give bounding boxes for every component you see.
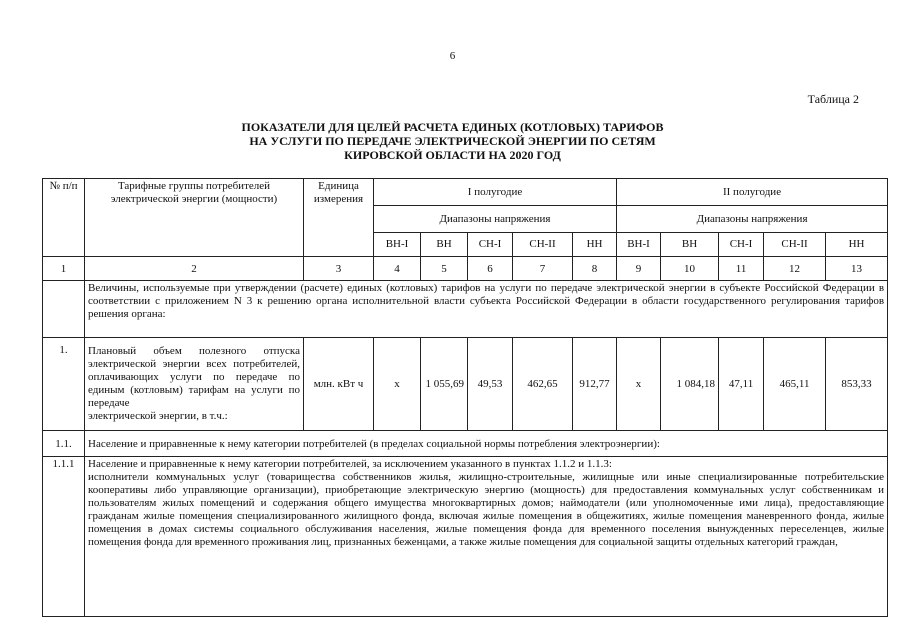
column-number: 4 bbox=[374, 257, 421, 281]
header-num: № п/п bbox=[43, 179, 85, 257]
header-voltage: СН-I bbox=[468, 233, 513, 257]
column-number: 5 bbox=[421, 257, 468, 281]
title-line-2: НА УСЛУГИ ПО ПЕРЕДАЧЕ ЭЛЕКТРИЧЕСКОЙ ЭНЕРГИИ ПО СЕТЯМ bbox=[249, 134, 656, 148]
header-unit bbox=[304, 179, 374, 257]
row-1-label-line: по передаче по единым (котловым) bbox=[88, 371, 300, 396]
row-1-value: 49,53 bbox=[468, 338, 513, 431]
tariff-table bbox=[42, 178, 888, 617]
header-unit-line-1: Единица bbox=[318, 180, 359, 192]
row-1-value: х bbox=[374, 338, 421, 431]
column-number: 10 bbox=[661, 257, 719, 281]
row-1-label-line: тарифам на услуги по передаче bbox=[88, 384, 301, 409]
row-1-1-text: Население и приравненные к нему категории потребителей (в пределах социальной нормы потребления электроэнергии): bbox=[85, 431, 888, 457]
header-voltage: СН-I bbox=[719, 233, 764, 257]
column-number: 9 bbox=[617, 257, 661, 281]
header-voltage: СН-II bbox=[764, 233, 826, 257]
column-number: 3 bbox=[304, 257, 374, 281]
row-1-value: 1 084,18 bbox=[661, 338, 719, 431]
header-voltage-ranges-1: Диапазоны напряжения bbox=[374, 206, 617, 233]
header-voltage-ranges-2: Диапазоны напряжения bbox=[617, 206, 888, 233]
row-1-value: 47,11 bbox=[719, 338, 764, 431]
row-1-label-line: Плановый объем полезного отпуска bbox=[88, 345, 300, 357]
header-voltage: ВН-I bbox=[617, 233, 661, 257]
row-1-value: 465,11 bbox=[764, 338, 826, 431]
row-1-unit: млн. кВт ч bbox=[304, 338, 374, 431]
header-voltage: ВН-I bbox=[374, 233, 421, 257]
title-line-1: ПОКАЗАТЕЛИ ДЛЯ ЦЕЛЕЙ РАСЧЕТА ЕДИНЫХ (КОТЛОВЫХ) ТАРИФОВ bbox=[241, 120, 664, 134]
intro-text: Величины, используемые при утверждении (расчете) единых (котловых) тарифов на услуги по передаче электрической энергии в субъекте Российской Федерации в соответствии с приложением N 3 к решению органа исполнительной власти субъекта Российской Федерации в области государственного регулирования тарифов решения органа: bbox=[85, 281, 888, 338]
header-first-half: I полугодие bbox=[374, 179, 617, 206]
header-consumer-groups: Тарифные группы потребителей электрической энергии (мощности) bbox=[85, 179, 304, 257]
row-1-1-1-text: исполнители коммунальных услуг (товарищества собственников жилья, жилищно-строительные, жилищные или иные специализированные потребительские кооперативы либо управляющие организации), приобретающие электрическую энергию (мощность) для предоставления коммунальных услуг собственникам и пользователям жилых помещений и содержания общего имущества многоквартирных домов; наймодатели (или уполномоченные ими лица), предоставляющие гражданам жилые помещения специализированного жилищного фонда, включая жилые помещения в общежитиях, жилые помещения маневренного фонда, жилые помещения в домах системы социального обслуживания населения, жилые помещения фонда для временного поселения вынужденных переселенцев, жилые помещения фонда для временного проживания лиц, признанных беженцами, а также жилые помещения для социальной защиты отдельных категорий граждан, bbox=[88, 471, 885, 548]
intro-num-cell bbox=[43, 281, 85, 338]
row-1-value: 1 055,69 bbox=[421, 338, 468, 431]
row-1-value: х bbox=[617, 338, 661, 431]
row-1-1-num: 1.1. bbox=[43, 431, 85, 457]
table-label: Таблица 2 bbox=[807, 92, 859, 106]
row-1-1-1-num: 1.1.1 bbox=[43, 457, 85, 617]
row-1-value: 912,77 bbox=[573, 338, 617, 431]
row-1-label-line: электрической энергии всех bbox=[88, 358, 227, 370]
header-voltage: НН bbox=[826, 233, 888, 257]
column-number: 8 bbox=[573, 257, 617, 281]
row-1-value: 853,33 bbox=[826, 338, 888, 431]
header-voltage: ВН bbox=[661, 233, 719, 257]
title-line-3: КИРОВСКОЙ ОБЛАСТИ НА 2020 ГОД bbox=[344, 148, 561, 162]
row-1-1-1-first-line: Население и приравненные к нему категории потребителей, за исключением указанного в пунктах 1.1.2 и 1.1.3: bbox=[88, 458, 612, 470]
column-number: 6 bbox=[468, 257, 513, 281]
row-1-label-last: электрической энергии, в т.ч.: bbox=[88, 410, 228, 422]
page-number: 6 bbox=[449, 50, 456, 62]
header-voltage: НН bbox=[573, 233, 617, 257]
row-1-num: 1. bbox=[43, 338, 85, 431]
header-voltage: СН-II bbox=[513, 233, 573, 257]
column-number: 11 bbox=[719, 257, 764, 281]
document-title bbox=[0, 120, 905, 162]
column-number: 12 bbox=[764, 257, 826, 281]
row-1-value: 462,65 bbox=[513, 338, 573, 431]
row-1-label bbox=[85, 338, 304, 431]
header-voltage: ВН bbox=[421, 233, 468, 257]
column-number: 13 bbox=[826, 257, 888, 281]
column-number: 2 bbox=[85, 257, 304, 281]
row-1-1-1-cell bbox=[85, 457, 888, 617]
header-unit-line-2: измерения bbox=[313, 193, 364, 205]
column-number: 1 bbox=[43, 257, 85, 281]
row-1-label-line: потребителей, оплачивающих услуги bbox=[88, 358, 301, 383]
column-number: 7 bbox=[513, 257, 573, 281]
header-second-half: II полугодие bbox=[617, 179, 888, 206]
